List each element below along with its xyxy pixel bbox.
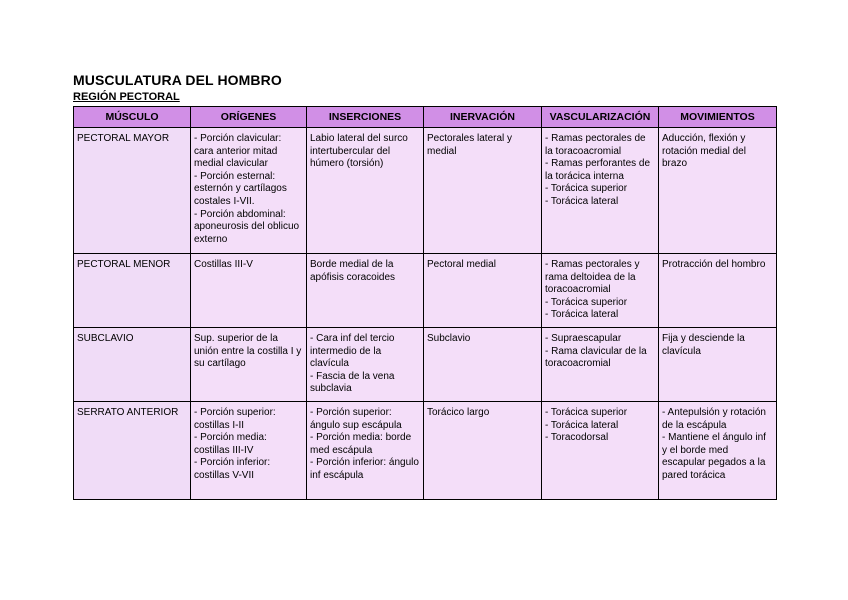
cell-innervation: Pectorales lateral y medial — [424, 128, 542, 254]
header-inserciones: INSERCIONES — [307, 107, 424, 128]
cell-movements: Protracción del hombro — [659, 254, 777, 328]
table-row — [74, 254, 777, 328]
cell-muscle: PECTORAL MENOR — [74, 254, 191, 328]
cell-insertions: Labio lateral del surco intertubercular del húmero (torsión) — [307, 128, 424, 254]
table-row — [74, 328, 777, 402]
cell-movements: Fija y desciende la clavícula — [659, 328, 777, 402]
cell-muscle: PECTORAL MAYOR — [74, 128, 191, 254]
cell-origins: Sup. superior de la unión entre la costilla I y su cartílago — [191, 328, 307, 402]
cell-movements: - Antepulsión y rotación de la escápula - Mantiene el ángulo inf y el borde med escapular pegados a la pared torácica — [659, 402, 777, 500]
cell-vascularization: - Torácica superior - Torácica lateral - Toracodorsal — [542, 402, 659, 500]
muscle-table — [73, 106, 777, 500]
cell-insertions: Borde medial de la apófisis coracoides — [307, 254, 424, 328]
cell-insertions: - Cara inf del tercio intermedio de la clavícula - Fascia de la vena subclavia — [307, 328, 424, 402]
cell-vascularization: - Ramas pectorales de la toracoacromial - Ramas perforantes de la torácica interna - Torácica superior - Torácica lateral — [542, 128, 659, 254]
cell-innervation: Subclavio — [424, 328, 542, 402]
cell-innervation: Pectoral medial — [424, 254, 542, 328]
cell-vascularization: - Ramas pectorales y rama deltoidea de la toracoacromial - Torácica superior - Torácica lateral — [542, 254, 659, 328]
header-movimientos: MOVIMIENTOS — [659, 107, 777, 128]
cell-insertions: - Porción superior: ángulo sup escápula - Porción media: borde med escápula - Porción inferior: ángulo inf escápula — [307, 402, 424, 500]
header-vascularizacion: VASCULARIZACIÓN — [542, 107, 659, 128]
section-subtitle: REGIÓN PECTORAL — [73, 91, 180, 103]
document-title: MUSCULATURA DEL HOMBRO — [73, 72, 282, 88]
header-origenes: ORÍGENES — [191, 107, 307, 128]
table-row — [74, 402, 777, 500]
cell-origins: - Porción clavicular: cara anterior mitad medial clavicular - Porción esternal: esternón y cartílagos costales I-VII. - Porción abdominal: aponeurosis del oblicuo externo — [191, 128, 307, 254]
cell-movements: Aducción, flexión y rotación medial del brazo — [659, 128, 777, 254]
cell-origins: Costillas III-V — [191, 254, 307, 328]
cell-muscle: SUBCLAVIO — [74, 328, 191, 402]
cell-innervation: Torácico largo — [424, 402, 542, 500]
table-row — [74, 128, 777, 254]
header-musculo: MÚSCULO — [74, 107, 191, 128]
table-header-row — [74, 107, 777, 128]
header-inervacion: INERVACIÓN — [424, 107, 542, 128]
cell-muscle: SERRATO ANTERIOR — [74, 402, 191, 500]
cell-vascularization: - Supraescapular - Rama clavicular de la toracoacromial — [542, 328, 659, 402]
cell-origins: - Porción superior: costillas I-II - Porción media: costillas III-IV - Porción inferior: costillas V-VII — [191, 402, 307, 500]
